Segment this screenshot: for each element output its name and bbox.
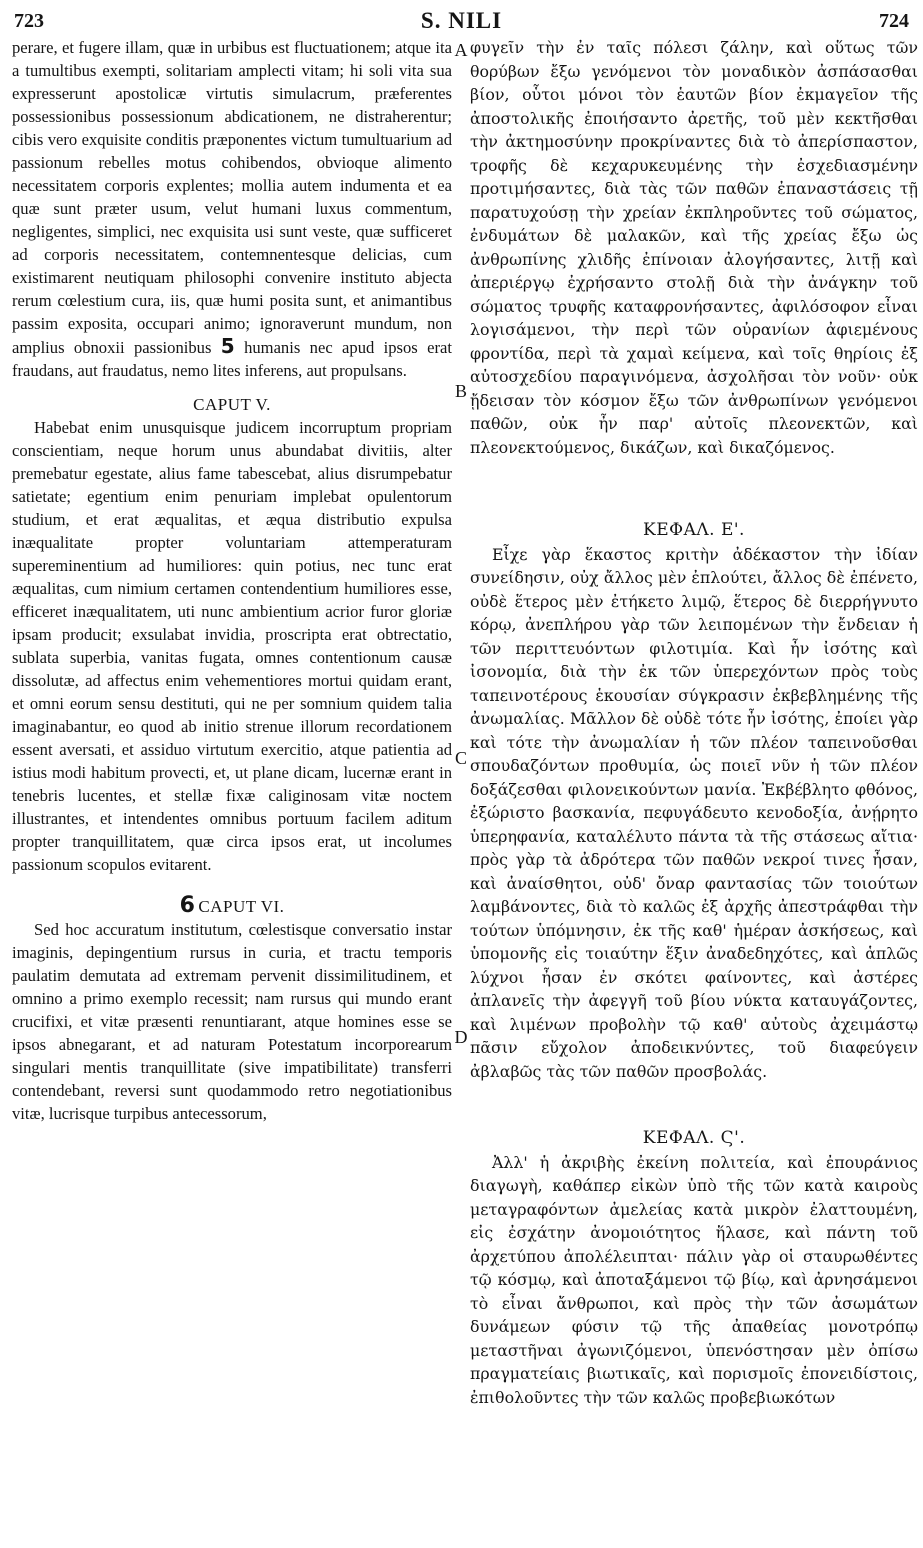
greek-chapter-5-heading: ΚΕΦΑΛ. Ε'. [643, 520, 745, 540]
page-number-right: 724 [879, 10, 909, 32]
greek-chapter-6-heading: ΚΕΦΑΛ. Ϛ'. [642, 1128, 746, 1148]
latin-chapter-5-heading: CAPUT V. [193, 395, 271, 414]
running-title: S. NILI [420, 8, 503, 33]
greek-paragraph-1: φυγεῖν τὴν ἐν ταῖς πόλεσι ζάλην, καὶ οὕτως τῶν θορύβων ἔξω γενόμενοι τὸν μοναδικὸν ἀσπάσασθαι βίον, οὗτοι μόνοι τὸν ἑαυτῶν βίον ἐκμαγεῖον τῆς ἀποστολικῆς ἐποιήσαντο ἀρετῆς, τοῦ μὲν κεκτῆσθαι τὴν ἀκτημοσύνην προκρίναντες διὰ τὸ ἀπερίσπαστον, τροφῆς δὲ κεχαρυκευμένης τὴν ἐσχεδιασμένην προτιμήσαντες, διὰ τὰς τῶν παθῶν ἐπαναστάσεις τῇ παρατυχούσῃ τὴν χρείαν ἐκπληροῦντες τοῦ σώματος, ἐνδυμάτων δὲ μαλακῶν, καὶ τῆς χρείας ἔξω ὡς ἀνθρωπίνης χλιδῆς ἐπίνοιαν ἀλογήσαντες, λιτῇ καὶ ἀπεριέργῳ ἐχρήσαντο στολῇ διὰ τὴν ἀνάγκην τοῦ σώματος τρυφῆς καταφρονήσαντες, ἀφιλόσοφον εἶναι λογισάμενοι, τὴν περὶ τῶν οὐρανίων ἀφιεμένους φροντίδα, περὶ τὰ χαμαὶ κείμενα, καὶ τοῖς θηρίοις ἐξ αὐτοσχεδίου παραγινόμενα, ἀσχολῆσαι τὸν νοῦν· οὐκ ᾔδεισαν τὸν κόσμον ἔξω τῶν ἀνθρωπίνων γενόμενοι παθῶν, οὐκ ἦν παρ' αὐτοῖς πλεονεκτῶν, καὶ πλεονεκτούμενος, δικάζων, καὶ δικαζόμενος. [470, 38, 918, 457]
greek-paragraph-3: Ἀλλ' ἡ ἀκριβὴς ἐκείνη πολιτεία, καὶ ἐπουράνιος διαγωγὴ, καθάπερ εἰκὼν ὑπὸ τῆς τῶν κατὰ καιροὺς μεταγραφόντων ἀμελείας κατὰ μικρὸν ἐλαττουμένη, εἰς ἐσχάτην ἀνομοιότητος ἥλασε, καὶ πάντη τοῦ ἀρχετύπου ἀπολέλειπται· πάλιν γὰρ οἱ σταυρωθέντες τῷ κόσμῳ, καὶ ἀποταξάμενοι τῷ βίῳ, καὶ ἀρνησάμενοι τὸ εἶναι ἄνθρωποι, καὶ πρὸς τὴν τῶν ἀσωμάτων δυνάμεων φύσιν τῷ τῆς ἀπαθείας μονοτρόπῳ μεταστῆναι ἀγωνιζόμενοι, ὑπενόστησαν μὲν ὀπίσω πραγματείαις βιωτικαῖς, καὶ πορισμοῖς ἐπονειδίστοις, ἐπιθολοῦντες τὴν τῶν καλῶς προβεβιωκότων [470, 1152, 918, 1407]
section-number-5: 5 [220, 334, 235, 358]
margin-marker-d: D [454, 1027, 468, 1047]
latin-paragraph-1 [12, 36, 452, 382]
latin-text-1-end: humanis nec apud ipsos erat fraudans, aut fraudatus, nemo lites inferens, aut propulsans. [12, 338, 452, 380]
page-number-left: 723 [14, 10, 44, 32]
latin-chapter-6-heading [12, 894, 452, 918]
margin-marker-c: C [454, 748, 467, 768]
latin-column [12, 36, 452, 1542]
latin-chapter-6-title: CAPUT VI. [198, 897, 285, 916]
running-head [14, 8, 909, 36]
margin-marker-a: A [454, 40, 468, 60]
latin-paragraph-3: Sed hoc accuratum institutum, cœlestisque conversatio instar imaginis, depingentium rursus in curia, et tractu temporis paulatim demutata ad extremam pervenit dissimilitudinem, et omnino a primo exemplo recessit; nam rursus qui mundo erant crucifixi, et vitæ præsenti renuntiarant, atque homines esse se ipsos abnegarant, et ad naturam Potestatum incorporearum singulari mentis tranquillitate (sive impatibilitate) transferri contendebant, reversi sunt quodammodo retro negotiationibus vitæ, lucrisque turpibus antecessorum, [12, 920, 452, 1123]
greek-paragraph-2: Εἶχε γὰρ ἕκαστος κριτὴν ἀδέκαστον τὴν ἰδίαν συνείδησιν, οὐχ ἄλλος μὲν ἐπλούτει, ἄλλος δὲ ἐπένετο, οὐδὲ ἕτερος μὲν ἐτήκετο λιμῷ, ἕτερος δὲ διερρήγνυτο κόρῳ, ἀνεπλήρου γὰρ τῶν λειπομένων τὴν ἔνδειαν ἡ τῶν περιττευόντων φιλοτιμία. Καὶ ἦν ἰσότης καὶ ἰσονομία, διὰ τὴν ἐκ τῶν ὑπερεχόντων πρὸς τοὺς ταπεινοτέρους ἑκουσίαν σύγκρασιν ἐκβεβλημένης τῆς ἀνωμαλίας. Μᾶλλον δὲ οὐδὲ τότε ἦν ἰσότης, ἐποίει γὰρ καὶ τότε τὴν ἀνωμαλίαν ἡ τῶν πλέον ταπεινοῦσθαι σπουδαζόντων προθυμία, ὡς ποιεῖ νῦν ἡ τῶν πλέον δοξάζεσθαι φιλονεικούντων μανία. Ἐκβέβλητο φθόνος, ἐξώριστο βασκανία, πεφυγάδευτο κενοδοξία, ἀνῄρητο ὑπερηφανία, καταλέλυτο πάντα τὰ τῆς στάσεως αἴτια· πρὸς γὰρ τὰ ἀδρότερα τῶν παθῶν νεκροί τινες ἦσαν, καὶ ἀναίσθητοι, οὐδ' ὄναρ φαντασίας τῶν τοιούτων λαμβάνοντες, διὰ τὸ καλῶς ἐξ ἀρχῆς ἀπεστράφθαι τὴν τούτων ὑπόμνησιν, ἐκ τῆς καθ' ἡμέραν ἀσκήσεως, καὶ ὑπομονῆς εἰς τοιαύτην ἕξιν ἀναδεδηχότες, καὶ ἁπλῶς λύχνοι ἦσαν ἐν σκότει φαίνοντες, καὶ ἀστέρες ἀπλανεῖς τὴν ἀφεγγῆ τοῦ βίου νύκτα καταυγάζοντες, καὶ λιμένων προβολὴν τῷ καθ' αὐτοὺς ἀχειμάστῳ πᾶσιν εὔχολον ἀποδεικνύντες, τοῦ διαφεύγειν ἀβλαβῶς τὰς τῶν παθῶν προσβολάς. [470, 544, 918, 1081]
latin-text-1: perare, et fugere illam, quæ in urbibus est fluctuationem; atque ita a tumultibus exempti, solitariam amplecti vitam; hi soli vita sua expresserunt apostolicæ virtutis simulacrum, præferentes possessionibus possessionum abdicationem, ne distraherentur; cibis vero exquisite conditis præponentes victum tumultuarium ad passionum rebelles motus cohibendos, obvioque alimento necessitatem corporis explentes; mollia autem indumenta et ea quæ sunt præter usum, velut humani luxus commentum, negligentes, simplici, nec exquisita usi sunt veste, quæ sufficeret ad corporis necessitatem, contemnentesque delicias, cum existimarent neutiquam philosophi convenire instituto abjecta rerum cœlestium cura, iis, quæ humi posita sunt, et animantibus passim exposita, occupari animo; ignoraverunt mundum, non amplius obnoxii passionibus [12, 38, 452, 357]
chapter-number-6: 6 [179, 893, 196, 918]
greek-column [470, 36, 918, 1542]
latin-paragraph-2: Habebat enim unusquisque judicem incorruptum propriam conscientiam, neque horum unus abundabat divitiis, alter premebatur egestate, alius fame tabescebat, alius disrumpebatur satietate; egentium enim penuriam implebat opulentorum studium, et erat æqualitas, et æqua distributio expulsa inæqualitate propter voluntariam attemperaturam supereminentium ad humiliores: quin potius, nec tunc erat æqualitas, cum nimium certamen contendentium humiliores esse, efficeret inæqualitatem, uti nunc ambientium acrior furor gloriæ ipsam producit; exsulabat invidia, proscripta erat obtrectatio, sublata superbia, vanitas fugata, omnes contentionum causæ dissolutæ, ad affectus enim vehementiores mortui quidam erant, et omni eorum sensu destituti, qui ne per somnium quidem talia imaginabantur, eo quod ab initio strenue illorum recordationem essent aversati, et assiduo virtutum exercitio, atque patientia ad istius modi habitum provecti, et, ut plane dicam, lucernæ erant in tenebris lucentes, et stellæ fixæ caliginosam vitæ noctem illustrantes, et intendentes omnibus portuum facilem aditum propter tranquillitatem, quæ circa ipsos erat, ut incolumes passionum scopulos evitarent. [12, 418, 452, 874]
margin-marker-b: B [454, 381, 467, 401]
